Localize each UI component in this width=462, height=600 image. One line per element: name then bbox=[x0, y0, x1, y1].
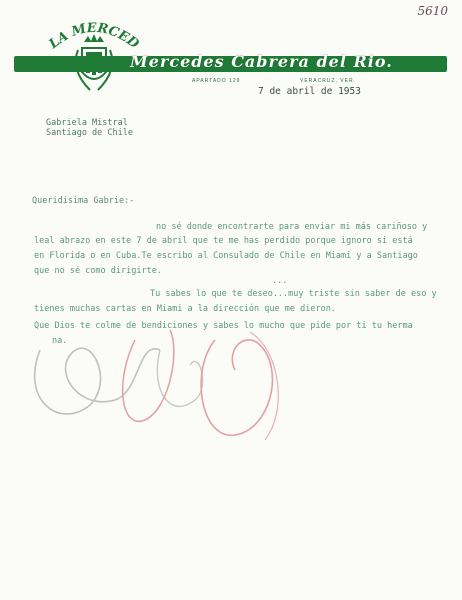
recipient-place: Santiago de Chile bbox=[46, 128, 133, 138]
body-line: na. bbox=[52, 336, 68, 346]
letterhead-apartado: APARTADO 129 bbox=[192, 78, 241, 84]
letterhead-name: Mercedes Cabrera del Rio. bbox=[130, 52, 393, 71]
body-line: en Florida o en Cuba.Te escribo al Consulado de Chile en Miami y a Santiago bbox=[34, 251, 418, 261]
salutation: Queridisima Gabrie:- bbox=[32, 196, 135, 206]
handwritten-signature bbox=[20, 310, 310, 460]
body-line: ... bbox=[272, 276, 288, 286]
body-line: no sé donde encontrarte para enviar mi más cariñoso y bbox=[156, 222, 428, 232]
body-line: Tu sabes lo que te deseo...muy triste sin saber de eso y bbox=[150, 289, 437, 299]
logo-brand-text: LA MERCED bbox=[46, 20, 142, 53]
body-line: que no sé como dirigirte. bbox=[34, 266, 162, 276]
body-line: leal abrazo en este 7 de abril que te me has perdido porque ignoro si está bbox=[34, 236, 413, 246]
recipient-name: Gabriela Mistral bbox=[46, 118, 128, 128]
recipient-block bbox=[46, 118, 133, 138]
letterhead-city: VERACRUZ, VER. bbox=[300, 78, 356, 84]
body-line: tienes muchas cartas en Miami a la dirección que me dieron. bbox=[34, 304, 336, 314]
letter-date: 7 de abril de 1953 bbox=[258, 86, 361, 97]
body-line: Que Dios te colme de bendiciones y sabes lo mucho que pide por ti tu herma bbox=[34, 321, 413, 331]
folio-number: 5610 bbox=[417, 4, 448, 18]
